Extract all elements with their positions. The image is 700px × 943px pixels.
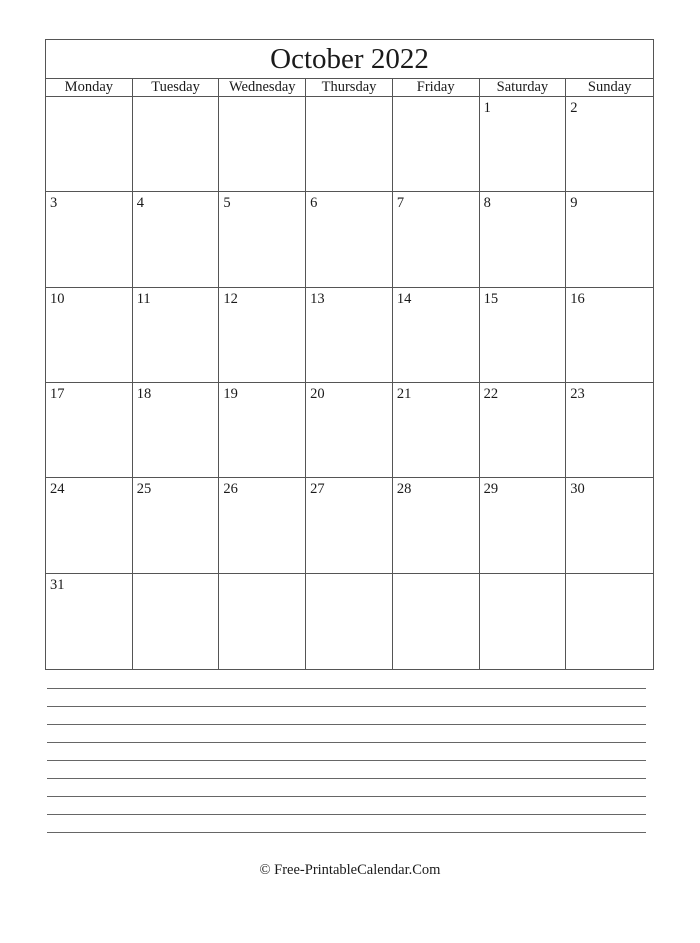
day-cell (133, 478, 220, 573)
day-cell (393, 574, 480, 669)
day-cell (133, 574, 220, 669)
calendar (45, 39, 654, 670)
day-number: 5 (223, 195, 231, 212)
day-cell (133, 97, 220, 192)
day-number: 2 (570, 100, 578, 116)
day-number: 30 (570, 481, 585, 498)
day-cell (306, 574, 393, 669)
day-cell (46, 574, 133, 669)
day-cell (133, 192, 220, 287)
day-cell (219, 97, 306, 192)
day-number: 20 (310, 386, 325, 402)
notes-lines (47, 688, 646, 850)
day-number: 6 (310, 195, 318, 212)
day-cell (480, 192, 567, 287)
weekday-label: Thursday (306, 79, 393, 96)
note-line (47, 742, 646, 743)
day-number: 11 (136, 290, 151, 307)
day-cell (46, 192, 133, 287)
day-cell (393, 478, 480, 573)
day-cell (133, 288, 220, 383)
day-number: 19 (223, 386, 238, 402)
day-cell (480, 574, 567, 669)
day-number: 15 (483, 290, 499, 307)
note-line (47, 760, 646, 761)
day-cell (306, 97, 393, 192)
day-cell (480, 288, 567, 383)
weekday-label: Saturday (480, 79, 567, 96)
day-number: 27 (310, 481, 325, 498)
day-number: 26 (223, 481, 238, 498)
day-cell (566, 97, 653, 192)
weekday-label: Monday (46, 79, 133, 96)
day-cell (219, 192, 306, 287)
day-number: 31 (50, 576, 65, 593)
weekday-label: Sunday (587, 79, 632, 95)
day-cell (219, 478, 306, 573)
day-number: 1 (483, 100, 491, 116)
day-number: 10 (50, 290, 65, 307)
day-cell (306, 192, 393, 287)
day-cell (393, 192, 480, 287)
day-cell (219, 288, 306, 383)
day-cell (46, 97, 133, 192)
day-cell (566, 478, 653, 573)
day-number: 22 (483, 386, 499, 402)
day-number: 17 (50, 386, 65, 402)
day-number: 18 (136, 386, 152, 402)
weekday-label: Tuesday (133, 79, 220, 96)
day-cell (480, 97, 567, 192)
day-number: 9 (570, 195, 578, 212)
weekday-label: Friday (393, 79, 480, 96)
note-line (47, 814, 646, 815)
day-number: 28 (396, 481, 412, 498)
day-number: 29 (483, 481, 499, 498)
note-line (47, 706, 646, 707)
day-cell (306, 288, 393, 383)
footer-credit: © Free-PrintableCalendar.Com (259, 862, 441, 878)
day-cell (566, 383, 653, 478)
day-number: 24 (50, 481, 65, 498)
day-cell (480, 478, 567, 573)
day-number: 25 (136, 481, 152, 498)
weekday-header-row (46, 79, 653, 97)
note-line (47, 796, 646, 797)
day-number: 7 (396, 195, 405, 212)
day-cell (306, 383, 393, 478)
note-line (47, 832, 646, 833)
day-number: 3 (50, 195, 58, 212)
day-cell (219, 383, 306, 478)
note-line (47, 688, 646, 689)
day-cell (306, 478, 393, 573)
day-number: 4 (136, 195, 144, 212)
day-cell (566, 192, 653, 287)
day-number: 21 (396, 386, 412, 402)
day-number: 23 (570, 386, 585, 402)
day-number: 12 (223, 290, 238, 307)
weekday-label: Wednesday (219, 79, 306, 96)
day-number: 16 (570, 290, 585, 307)
calendar-title: October 2022 (46, 40, 653, 79)
day-cell (566, 288, 653, 383)
note-line (47, 778, 646, 779)
day-cell (133, 383, 220, 478)
day-cell (219, 574, 306, 669)
day-number: 14 (396, 290, 412, 307)
day-cell (393, 383, 480, 478)
day-cell (393, 97, 480, 192)
day-cell (566, 574, 653, 669)
day-cell (46, 288, 133, 383)
day-cell (46, 478, 133, 573)
day-cell (46, 383, 133, 478)
day-number: 8 (483, 195, 491, 212)
day-cell (480, 383, 567, 478)
day-grid (46, 97, 653, 669)
note-line (47, 724, 646, 725)
day-number: 13 (310, 290, 325, 307)
day-cell (393, 288, 480, 383)
